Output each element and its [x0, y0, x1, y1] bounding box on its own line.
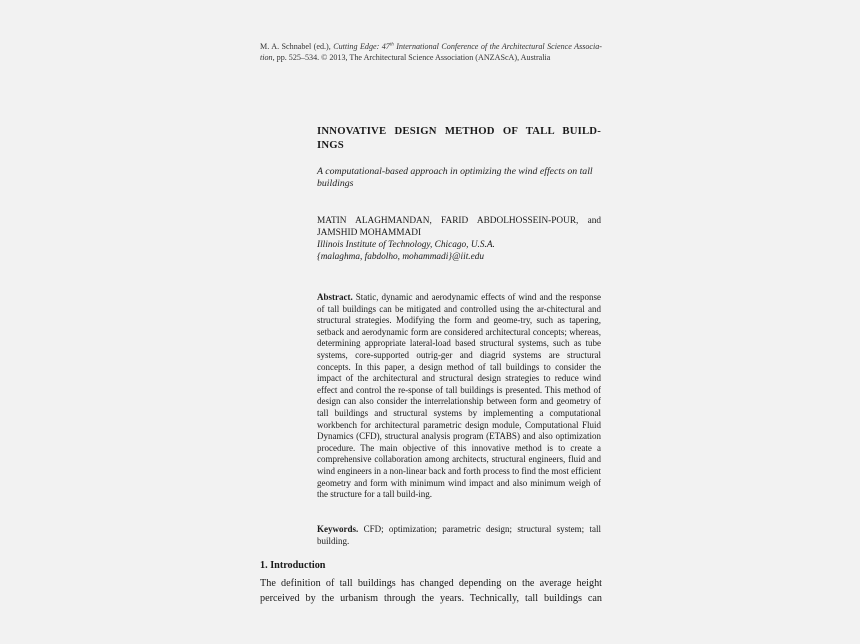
intro-line-1: The definition of tall buildings has changed depending on the average height — [260, 578, 602, 589]
section-heading: 1. Introduction — [260, 560, 326, 571]
keywords-label: Keywords. — [317, 524, 359, 534]
author-names-line-1: MATIN ALAGHMANDAN, FARID ABDOLHOSSEIN-POUR, and — [317, 216, 601, 226]
intro-line-2: perceived by the urbanism through the years. Technically, tall buildings can — [260, 592, 602, 604]
paper-title-line-2: INGS — [317, 139, 344, 151]
introduction-text — [260, 577, 602, 606]
abstract-text: Static, dynamic and aerodynamic effects of wind and the response of tall buildings can be mitigated and controlled using the ar-chitectural and structural strategies. Modifying the form and geome-try, such as tapering, setback and aerodynamic form are considered architectural concepts; whereas, determining appropriate lateral-load based structural systems, such as tube systems, core-supported outrig-ger and diagrid systems are structural concepts. In this paper, a design method of tall buildings to consider the impact of the architectural and structural design strategies to reduce wind effect and control the re-sponse of tall buildings is presented. This method of design can also consider the interrelationship between form and geometry of tall buildings and structural systems by implementing a computational workbench for architectural parametric design module, Computational Fluid Dynamics (CFD), structural analysis program (ETABS) and also optimization procedure. The main objective of this innovative method is to create a comprehensive collaboration among architects, structural engineers, fluid and wind engineers in a non-linear back and forth process to find the most efficient geometry and form with minimum wind impact and also minimum weigh of the structure for a tall build-ing. — [317, 292, 601, 500]
header-pages: , pp. 525–534. © 2013, The Architectural Science Association (ANZAScA), Australia — [272, 52, 551, 62]
abstract-label: Abstract. — [317, 292, 353, 302]
header-editor: M. A. Schnabel (ed.), — [260, 42, 331, 51]
header-conference-prefix: Cutting Edge: 47 — [333, 42, 390, 51]
header-conference-sup: th — [389, 42, 394, 48]
author-names-line-2: JAMSHID MOHAMMADI — [317, 228, 422, 238]
author-affiliation: Illinois Institute of Technology, Chicago, U.S.A. — [317, 240, 495, 250]
abstract — [317, 292, 601, 501]
keywords — [317, 524, 601, 547]
running-header — [260, 42, 602, 63]
paper-subtitle: A computational-based approach in optimizing the wind effects on tall buildings — [317, 166, 593, 189]
header-conference-suffix: International Conference of the Architectural Science Associa-tion — [260, 42, 602, 62]
paper-title-line-1: INNOVATIVE DESIGN METHOD OF TALL BUILD- — [317, 125, 601, 137]
paper-title — [317, 124, 601, 152]
author-block — [317, 215, 601, 263]
keywords-text: CFD; optimization; parametric design; structural system; tall building. — [317, 524, 601, 546]
author-email: {malaghma, fabdolho, mohammadi}@iit.edu — [317, 252, 485, 262]
